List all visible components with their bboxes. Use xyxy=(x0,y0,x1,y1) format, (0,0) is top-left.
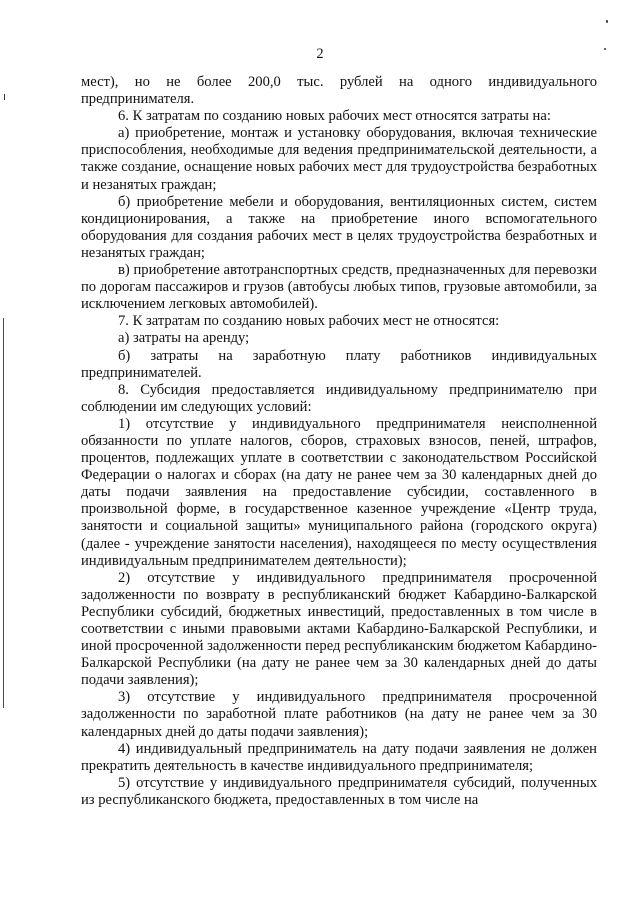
paragraph-condition-2: 2) отсутствие у индивидуального предпринимателя просроченной задолженности по возврату в республиканский бюджет Кабардино-Балкарской Республики субсидий, бюджетных инвестиций, предоставленных в том числе в соответствии с иными правовыми актами Кабардино-Балкарской Республики, и иной просроченной задолженности перед республиканским бюджетом Кабардино-Балкарской Республики (на дату не ранее чем за 30 календарных дней до даты подачи заявления); xyxy=(81,569,597,689)
paragraph-item-7b: б) затраты на заработную плату работников индивидуальных предпринимателей. xyxy=(81,347,597,381)
page-number: 2 xyxy=(316,46,324,62)
paragraph-item-8: 8. Субсидия предоставляется индивидуальному предпринимателю при соблюдении им следующих условий: xyxy=(81,381,597,415)
scan-speck xyxy=(604,48,606,50)
scan-speck xyxy=(606,20,608,23)
paragraph-item-6: 6. К затратам по созданию новых рабочих мест относятся затраты на: xyxy=(118,108,551,125)
document-body xyxy=(81,74,597,809)
paragraph-item-6a: а) приобретение, монтаж и установку оборудования, включая технические приспособления, необходимые для ведения предпринимательской деятельности, а также создание, оснащение новых рабочих мест для трудоустройства безработных и незанятых граждан; xyxy=(81,125,597,193)
scan-margin-line xyxy=(3,318,4,708)
paragraph-condition-3: 3) отсутствие у индивидуального предпринимателя просроченной задолженности по заработной плате работников (на дату не ранее чем за 30 календарных дней до даты подачи заявления); xyxy=(81,689,597,740)
paragraph-item-7: 7. К затратам по созданию новых рабочих мест не относятся: xyxy=(118,313,500,330)
paragraph-condition-4: 4) индивидуальный предприниматель на дату подачи заявления не должен прекратить деятельность в качестве индивидуального предпринимателя; xyxy=(81,740,597,774)
paragraph-condition-5: 5) отсутствие у индивидуального предпринимателя субсидий, полученных из республиканского бюджета, предоставленных в том числе на xyxy=(81,774,597,808)
scan-speck xyxy=(4,94,5,100)
paragraph-item-7a: а) затраты на аренду; xyxy=(118,330,250,347)
paragraph-continuation: мест), но не более 200,0 тыс. рублей на одного индивидуального предпринимателя. xyxy=(81,74,597,108)
paragraph-item-6v: в) приобретение автотранспортных средств, предназначенных для перевозки по дорогам пассажиров и грузов (автобусы любых типов, грузовые автомобили, за исключением легковых автомобилей). xyxy=(81,262,597,313)
paragraph-condition-1: 1) отсутствие у индивидуального предпринимателя неисполненной обязанности по уплате налогов, сборов, страховых взносов, пеней, штрафов, процентов, подлежащих уплате в соответствии с законодательством Российской Федерации о налогах и сборах (на дату не ранее чем за 30 календарных дней до даты подачи заявления на предоставление субсидии, составленного в произвольной форме, в государственное казенное учреждение «Центр труда, занятости и социальной защиты» муниципального района (городского округа) (далее - учреждение занятости населения), находящееся по месту осуществления индивидуальным предпринимателем деятельности); xyxy=(81,415,597,569)
paragraph-item-6b: б) приобретение мебели и оборудования, вентиляционных систем, систем кондиционирования, а также на приобретение иного вспомогательного оборудования для создания рабочих мест в целях трудоустройства безработных и незанятых граждан; xyxy=(81,193,597,261)
